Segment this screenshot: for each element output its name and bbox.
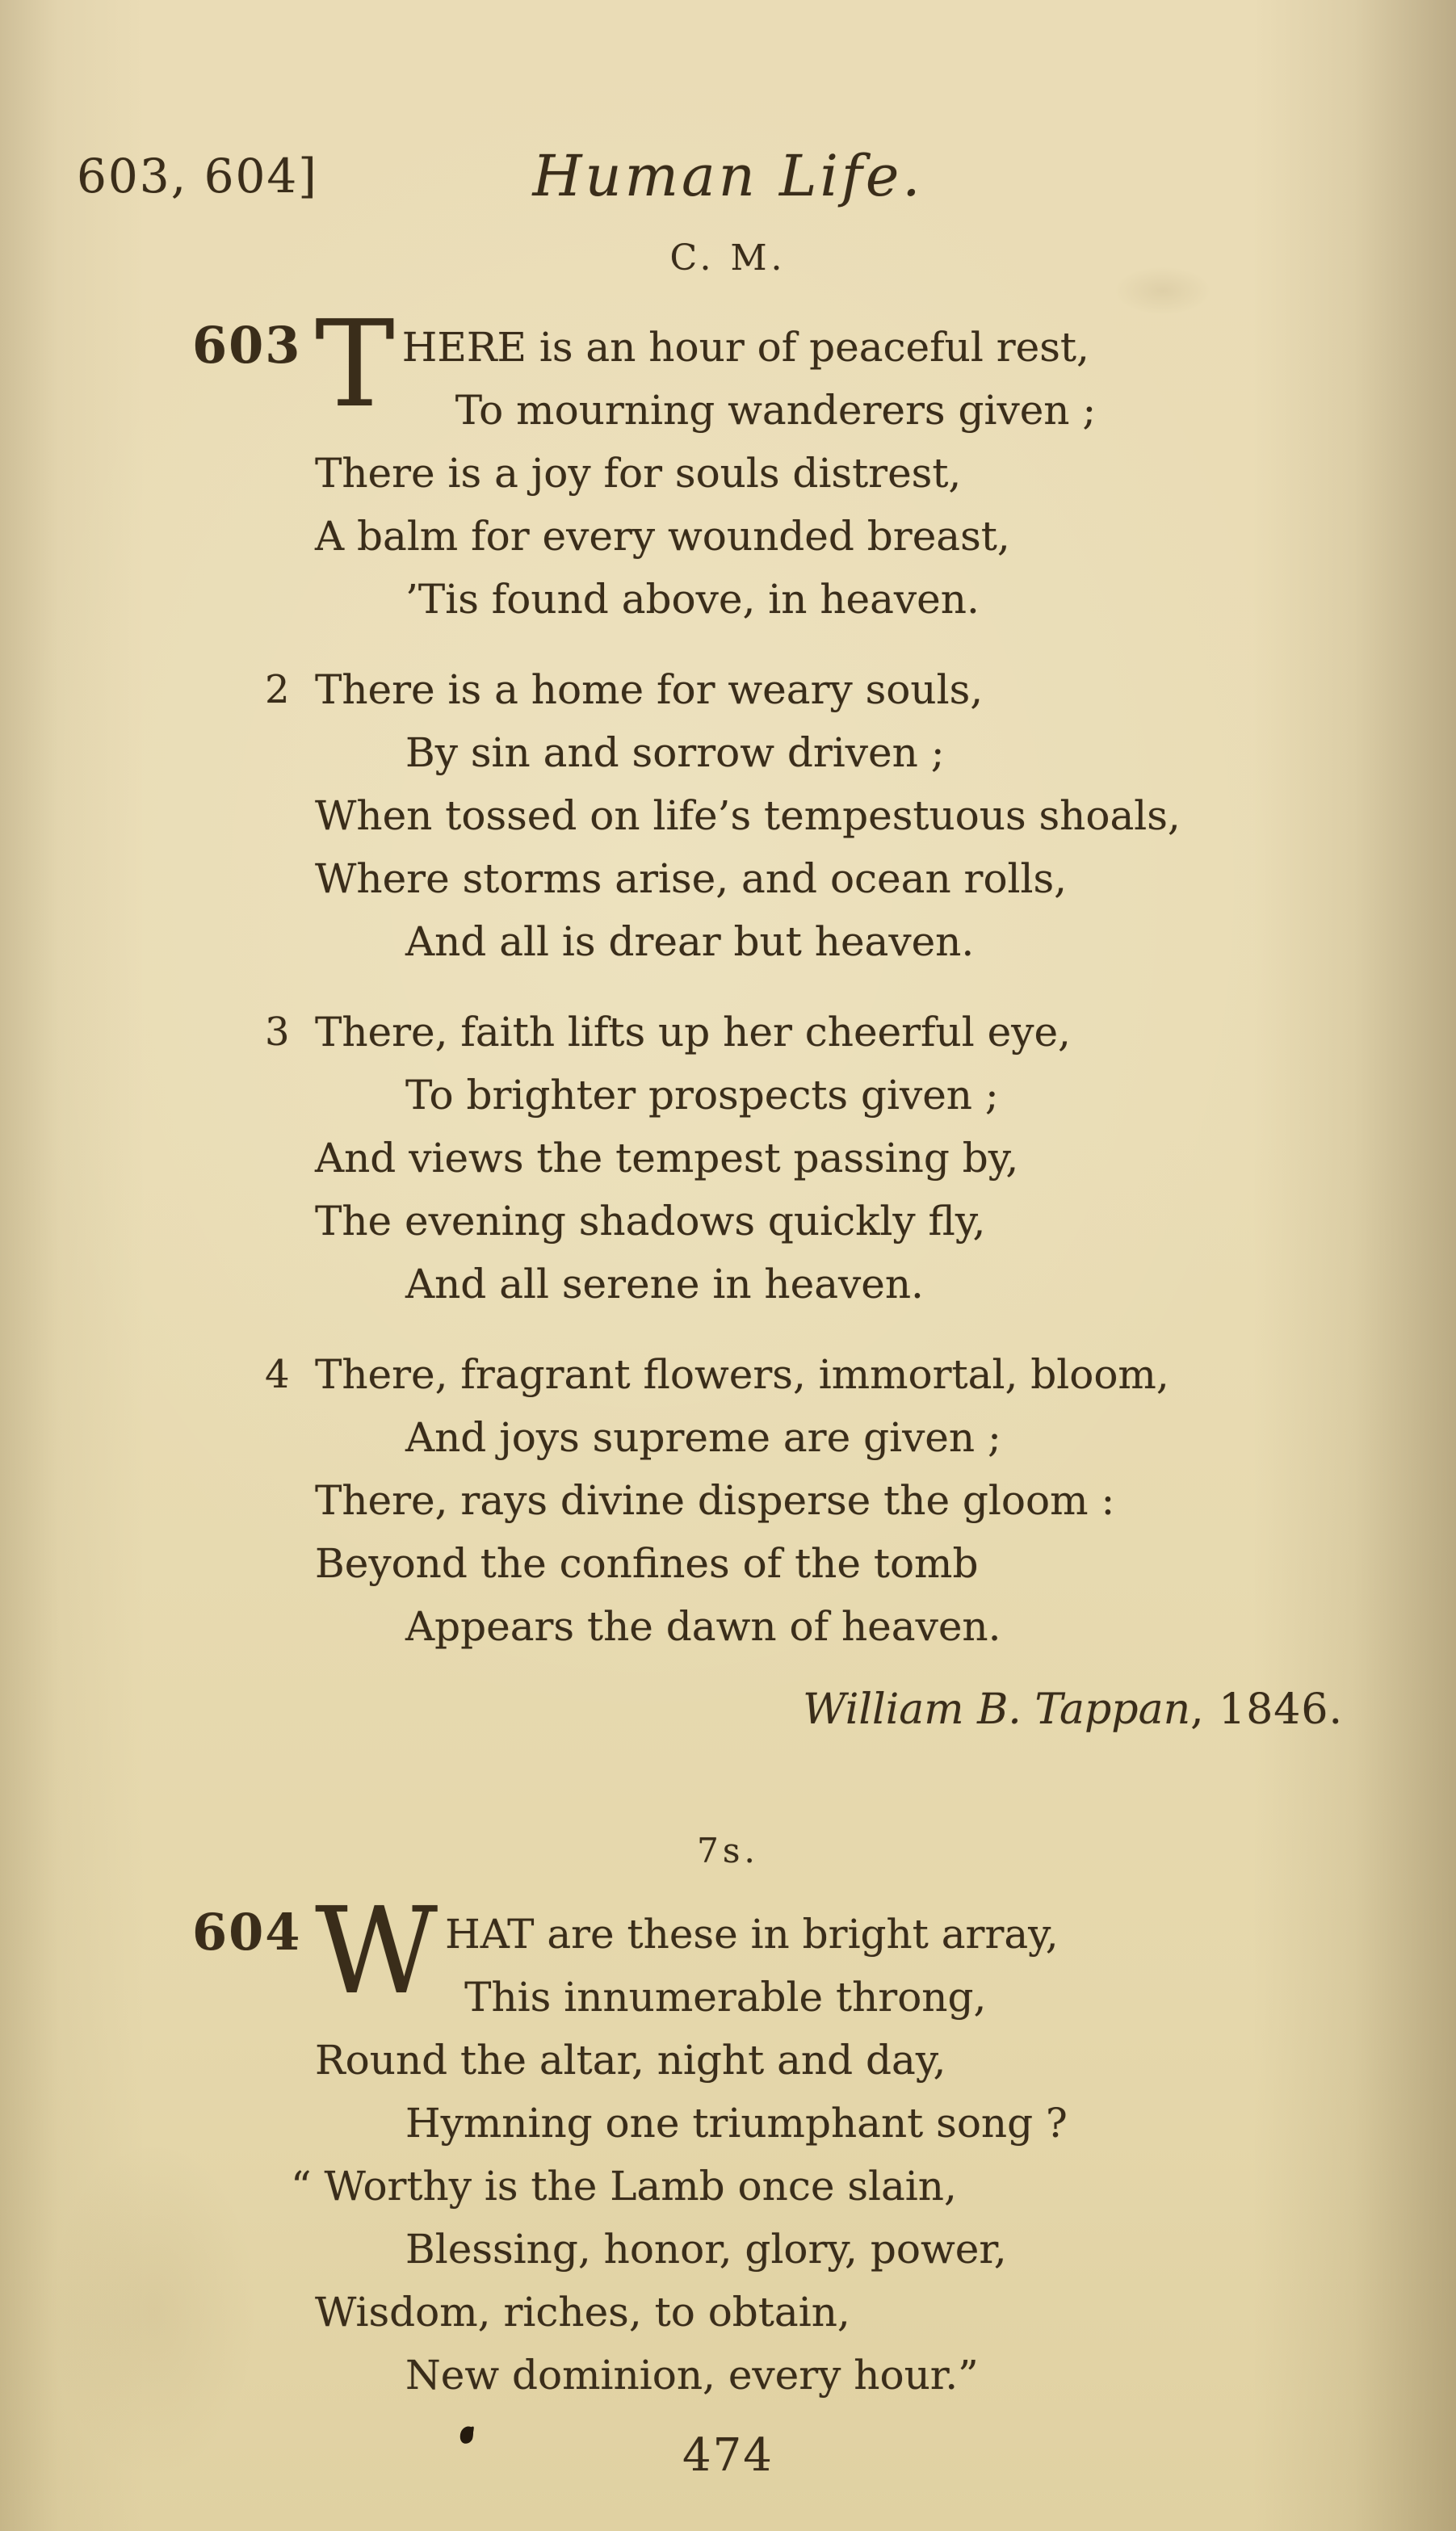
author-name: William B. Tappan: [803, 1685, 1191, 1734]
verse-number: 2: [265, 667, 290, 712]
page-number: 474: [682, 2429, 774, 2482]
verse-line: There, faith lifts up her cheerful eye,: [315, 1009, 1071, 1056]
hymn-603-opening: [192, 295, 1456, 442]
verse-line: By sin and sorrow driven ;: [405, 729, 945, 776]
verse-line: To mourning wanderers given ;: [455, 387, 1097, 434]
verse-line: Blessing, honor, glory, power,: [405, 2226, 1007, 2273]
verse-number: 3: [265, 1009, 290, 1055]
hymn-604-opening: [192, 1882, 1456, 2029]
verse-line: A balm for every wounded breast,: [315, 513, 1010, 560]
hymn-number-604: 604: [192, 1903, 302, 1962]
drop-cap-initial: W: [315, 1882, 438, 2021]
verse-line: Beyond the confines of the tomb: [315, 1540, 979, 1587]
verse-line: And all serene in heaven.: [405, 1261, 924, 1307]
hymn-604: [192, 1831, 1456, 2407]
verse-line: To brighter prospects given ;: [405, 1072, 999, 1119]
verse-line: Where storms arise, and ocean rolls,: [315, 855, 1068, 902]
section-title: Human Life.: [532, 143, 924, 209]
hymn-number-603: 603: [192, 316, 302, 375]
verse-number: 4: [265, 1352, 290, 1397]
verse-line: And views the tempest passing by,: [315, 1135, 1019, 1182]
verse-line: There is a joy for souls distrest,: [315, 450, 962, 497]
verse-line: There, rays divine disperse the gloom :: [315, 1477, 1115, 1524]
opening-lines: [445, 1903, 1059, 2029]
hymn-603-verse-2: [265, 658, 1456, 973]
verse-line: “ Worthy is the Lamb once slain,: [291, 2163, 957, 2210]
verse-line: And all is drear but heaven.: [405, 918, 975, 965]
verse-line: This innumerable throng,: [464, 1974, 987, 2021]
author-attribution: [315, 1685, 1456, 1734]
verse-line: The evening shadows quickly fly,: [315, 1198, 986, 1245]
meter-heading-604: 7s.: [697, 1831, 759, 1870]
meter-heading-603: C. M.: [669, 237, 787, 279]
verse-line: ’Tis found above, in heaven.: [405, 576, 980, 623]
verse-line: When tossed on life’s tempestuous shoals,: [315, 792, 1181, 839]
hymn-603-verse-3: [265, 1001, 1456, 1316]
verse-line: HERE is an hour of peaceful rest,: [401, 324, 1089, 371]
verse-line: There is a home for weary souls,: [315, 666, 984, 713]
verse-line: Hymning one triumphant song ?: [405, 2100, 1068, 2147]
running-head: [0, 144, 1456, 208]
verse-line: New dominion, every hour.”: [405, 2352, 979, 2399]
hymn-603-verse-1: [192, 295, 1456, 631]
verse-line: Round the altar, night and day,: [315, 2037, 946, 2084]
opening-lines: [402, 316, 1097, 442]
hymn-603: [192, 237, 1456, 1734]
verse-line: There, fragrant flowers, immortal, bloom,: [315, 1351, 1169, 1398]
verse-line: Appears the dawn of heaven.: [405, 1603, 1001, 1650]
hymn-603-verse-4: [265, 1343, 1456, 1658]
verse-line: HAT are these in bright array,: [445, 1911, 1059, 1958]
author-year: , 1846.: [1190, 1685, 1343, 1734]
drop-cap-initial: T: [315, 295, 395, 434]
verse-line: Wisdom, riches, to obtain,: [315, 2289, 850, 2336]
verse-line: And joys supreme are given ;: [405, 1414, 1001, 1461]
folio-hymn-numbers: 603, 604]: [77, 149, 318, 204]
hymn-604-verse-1: [192, 1882, 1456, 2407]
